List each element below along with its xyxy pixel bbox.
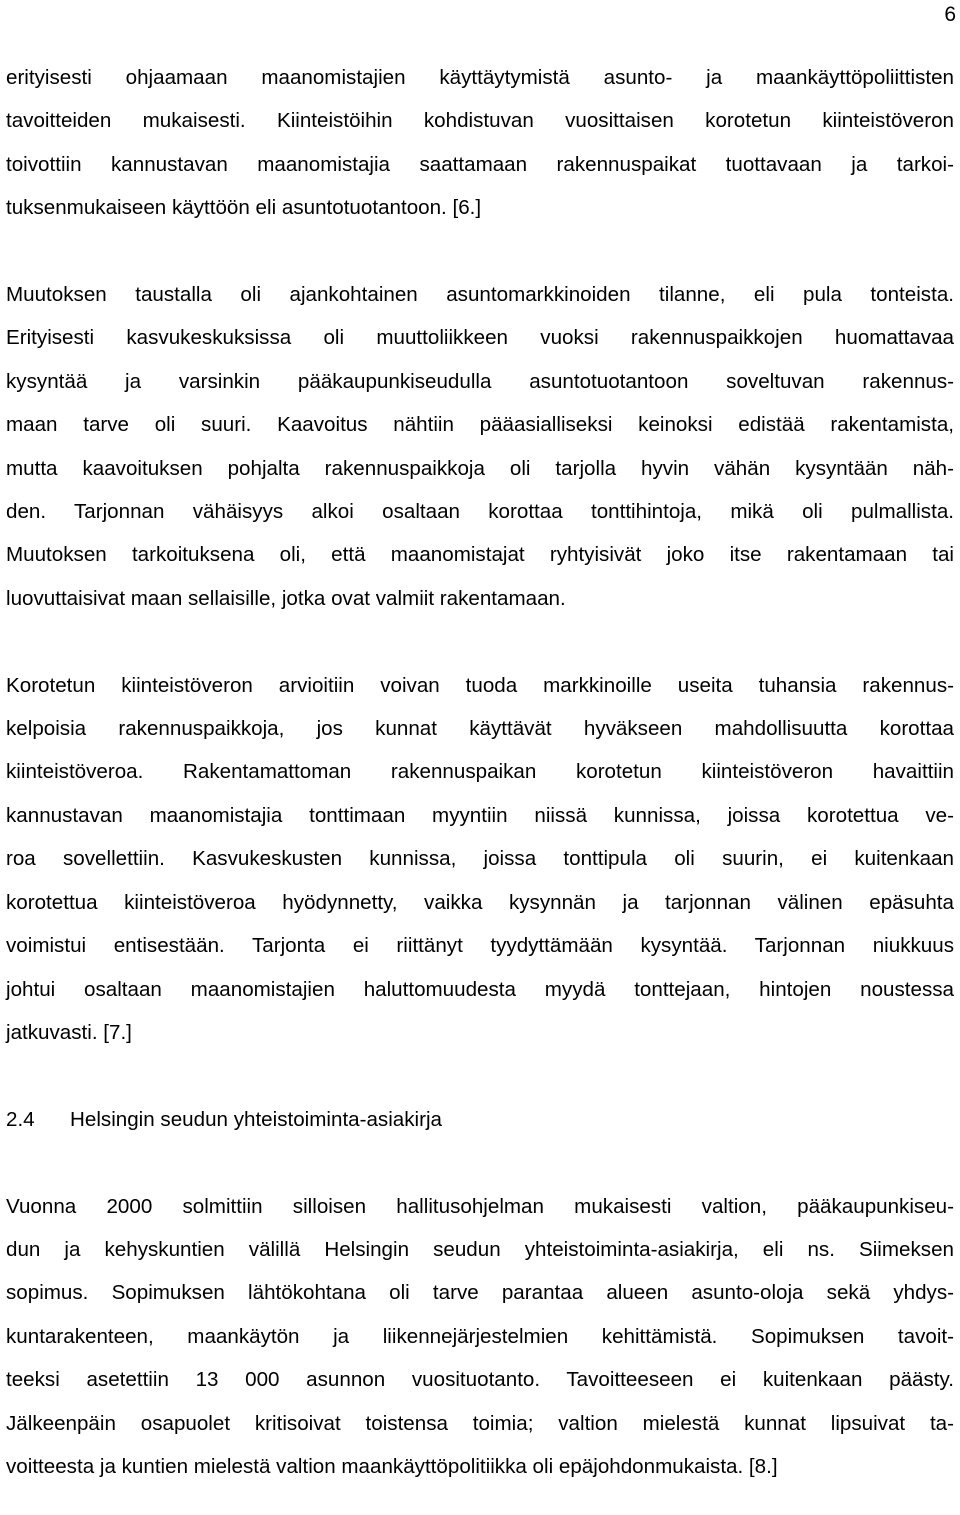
- text-line: Muutoksen tarkoituksena oli, että maanomistajat ryhtyisivät joko itse rakentamaan tai: [6, 543, 954, 567]
- text-line: kiinteistöveroa. Rakentamattoman rakennuspaikan korotetun kiinteistöveron havaittiin: [6, 760, 954, 784]
- section-number: 2.4: [6, 1107, 35, 1131]
- text-line: jatkuvasti. [7.]: [6, 1020, 132, 1044]
- text-line: mutta kaavoituksen pohjalta rakennuspaikkoja oli tarjolla hyvin vähän kysyntään näh-: [6, 456, 954, 480]
- text-line: sopimus. Sopimuksen lähtökohtana oli tarve parantaa alueen asunto-oloja sekä yhdys-: [6, 1281, 954, 1305]
- text-line: luovuttaisivat maan sellaisille, jotka ovat valmiit rakentamaan.: [6, 586, 566, 610]
- paragraph-spacer: [6, 1141, 954, 1184]
- text-line: kannustavan maanomistajia tonttimaan myyntiin niissä kunnissa, joissa korotettua ve-: [6, 803, 954, 827]
- text-line: Korotetun kiinteistöveron arvioitiin voivan tuoda markkinoille useita tuhansia rakennus-: [6, 673, 954, 697]
- page-number: 6: [944, 3, 956, 26]
- document-body: [6, 56, 954, 1488]
- text-line: toivottiin kannustavan maanomistajia saattamaan rakennuspaikat tuottavaan ja tarkoi-: [6, 152, 954, 176]
- text-line: korotettua kiinteistöveroa hyödynnetty, vaikka kysynnän ja tarjonnan välinen epäsuhta: [6, 890, 954, 914]
- paragraph: [6, 273, 954, 620]
- text-line: erityisesti ohjaamaan maanomistajien käyttäytymistä asunto- ja maankäyttöpoliittisten: [6, 66, 954, 89]
- text-line: roa sovellettiin. Kasvukeskusten kunnissa, joissa tonttipula oli suurin, ei kuitenkaan: [6, 847, 954, 871]
- text-line: den. Tarjonnan vähäisyys alkoi osaltaan korottaa tonttihintoja, mikä oli pulmallista.: [6, 500, 954, 524]
- section-heading: [6, 1098, 954, 1141]
- section-title: Helsingin seudun yhteistoiminta-asiakirja: [70, 1107, 443, 1131]
- text-line: tuksenmukaiseen käyttöön eli asuntotuotantoon. [6.]: [6, 196, 482, 220]
- text-line: Muutoksen taustalla oli ajankohtainen asuntomarkkinoiden tilanne, eli pula tonteista.: [6, 283, 954, 307]
- text-line: Jälkeenpäin osapuolet kritisoivat toistensa toimia; valtion mielestä kunnat lipsuivat ta-: [6, 1411, 954, 1435]
- paragraph-spacer: [6, 230, 954, 273]
- text-line: kuntarakenteen, maankäytön ja liikennejärjestelmien kehittämistä. Sopimuksen tavoit-: [6, 1324, 954, 1348]
- text-line: tavoitteiden mukaisesti. Kiinteistöihin kohdistuvan vuosittaisen korotetun kiinteistöveron: [6, 109, 954, 133]
- text-line: Erityisesti kasvukeskuksissa oli muuttoliikkeen vuoksi rakennuspaikkojen huomattavaa: [6, 326, 954, 350]
- text-line: maan tarve oli suuri. Kaavoitus nähtiin pääasialliseksi keinoksi edistää rakentamista,: [6, 413, 954, 437]
- paragraph-spacer: [6, 620, 954, 663]
- text-line: Vuonna 2000 solmittiin silloisen hallitusohjelman mukaisesti valtion, pääkaupunkiseu-: [6, 1194, 954, 1218]
- paragraph-spacer: [6, 1054, 954, 1097]
- paragraph: [6, 1185, 954, 1489]
- paragraph: [6, 56, 954, 230]
- text-line: kelpoisia rakennuspaikkoja, jos kunnat käyttävät hyväkseen mahdollisuutta korottaa: [6, 717, 954, 741]
- text-line: voimistui entisestään. Tarjonta ei riittänyt tyydyttämään kysyntää. Tarjonnan niukkuus: [6, 934, 954, 958]
- text-line: johtui osaltaan maanomistajien haluttomuudesta myydä tonttejaan, hintojen noustessa: [6, 977, 954, 1001]
- text-line: teeksi asetettiin 13 000 asunnon vuosituotanto. Tavoitteeseen ei kuitenkaan päästy.: [6, 1368, 954, 1392]
- text-line: voitteesta ja kuntien mielestä valtion maankäyttöpolitiikka oli epäjohdonmukaista. [8.]: [6, 1454, 778, 1478]
- text-line: dun ja kehyskuntien välillä Helsingin seudun yhteistoiminta-asiakirja, eli ns. Siimeksen: [6, 1237, 954, 1261]
- text-line: kysyntää ja varsinkin pääkaupunkiseudulla asuntotuotantoon soveltuvan rakennus-: [6, 369, 954, 393]
- paragraph: [6, 664, 954, 1055]
